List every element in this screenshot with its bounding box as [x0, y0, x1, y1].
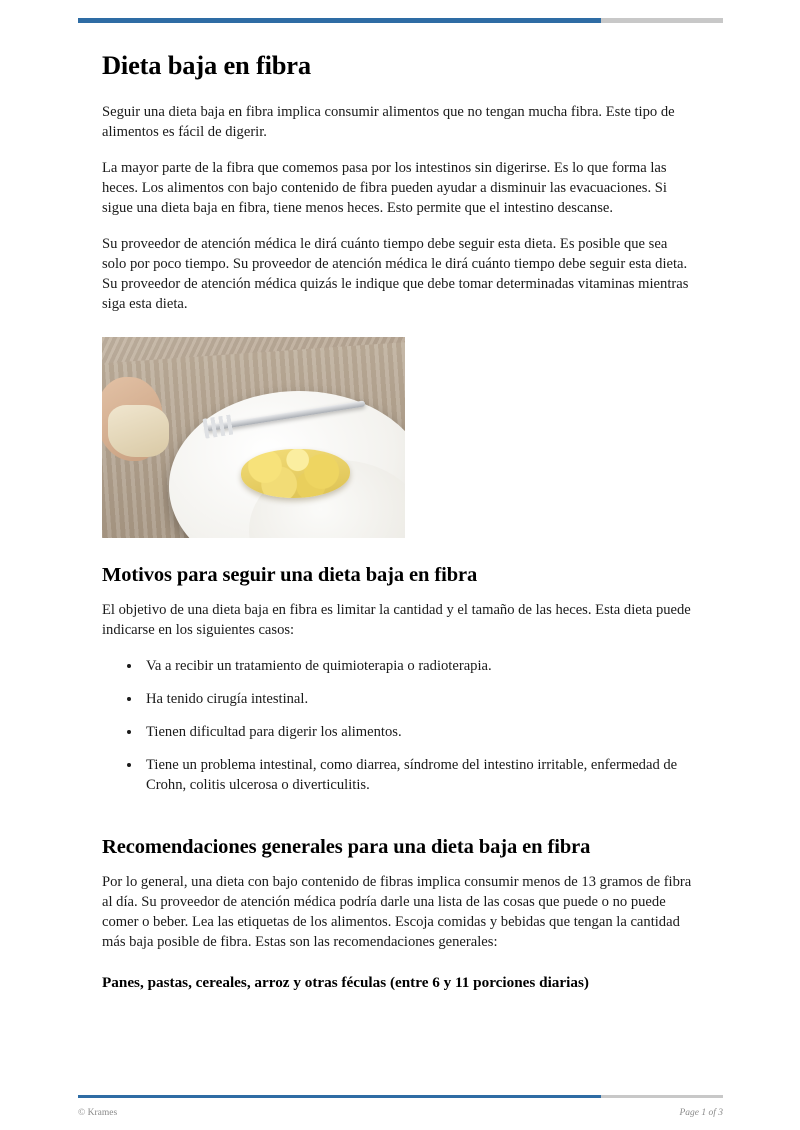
- intro-paragraph-3: Su proveedor de atención médica le dirá cuánto tiempo debe seguir esta dieta. Es posible que sea solo por poco tiempo. Su proveedor de atención médica le dirá cuánto tiempo debe seguir esta dieta. Su proveedor de atención médica quizás le indique que debe tomar determinadas vitaminas mientras siga esta dieta.: [102, 235, 689, 312]
- section-paragraph-motivos: El objetivo de una dieta baja en fibra es limitar la cantidad y el tamaño de las heces. Esta dieta puede indicarse en los siguientes casos:: [102, 601, 691, 638]
- motivos-bullet-list: [102, 657, 694, 796]
- subsection-heading-panes: Panes, pastas, cereales, arroz y otras féculas (entre 6 y 11 porciones diarias): [102, 973, 589, 991]
- intro-paragraph-2: La mayor parte de la fibra que comemos pasa por los intestinos sin digerirse. Es lo que forma las heces. Los alimentos con bajo contenido de fibra pueden ayudar a disminuir las evacuaciones. Si sigue una dieta baja en fibra, tiene menos heces. Esto permite que el intestino descanse.: [102, 159, 667, 216]
- header-divider-blue-segment: [78, 18, 601, 23]
- footer-divider-blue-segment: [78, 1095, 601, 1098]
- list-item: • Va a recibir un tratamiento de quimioterapia o radioterapia.: [142, 657, 694, 677]
- footer-divider-gray-segment: [601, 1095, 723, 1098]
- section-spacer: [102, 814, 694, 836]
- toast-shape: [108, 405, 169, 457]
- list-item: • Ha tenido cirugía intestinal.: [142, 690, 694, 710]
- copyright-text: © Krames: [78, 1108, 118, 1118]
- document-content: [102, 50, 694, 994]
- food-photo: [102, 337, 405, 538]
- section-heading-motivos: Motivos para seguir una dieta baja en fibra: [102, 563, 478, 586]
- page-number: Page 1 of 3: [679, 1108, 723, 1118]
- page-footer: [78, 1108, 723, 1118]
- footer-divider: [78, 1095, 723, 1098]
- header-divider-gray-segment: [601, 18, 723, 23]
- intro-paragraph-1: Seguir una dieta baja en fibra implica consumir alimentos que no tengan mucha fibra. Este tipo de alimentos es fácil de digerir.: [102, 104, 675, 140]
- section-heading-recomendaciones: Recomendaciones generales para una dieta baja en fibra: [102, 835, 591, 858]
- header-divider: [78, 18, 723, 23]
- page-title: Dieta baja en fibra: [102, 50, 311, 80]
- list-item: • Tiene un problema intestinal, como diarrea, síndrome del intestino irritable, enfermedad de Crohn, colitis ulcerosa o diverticulitis.: [142, 756, 694, 796]
- section-paragraph-recomendaciones: Por lo general, una dieta con bajo contenido de fibras implica consumir menos de 13 gramos de fibra al día. Su proveedor de atención médica podría darle una lista de las cosas que puede o no puede comer o beber. Lea las etiquetas de los alimentos. Escoja comidas y bebidas que tengan la cantidad más baja posible de fibra. Estas son las recomendaciones generales:: [102, 873, 692, 950]
- list-item: • Tienen dificultad para digerir los alimentos.: [142, 723, 694, 743]
